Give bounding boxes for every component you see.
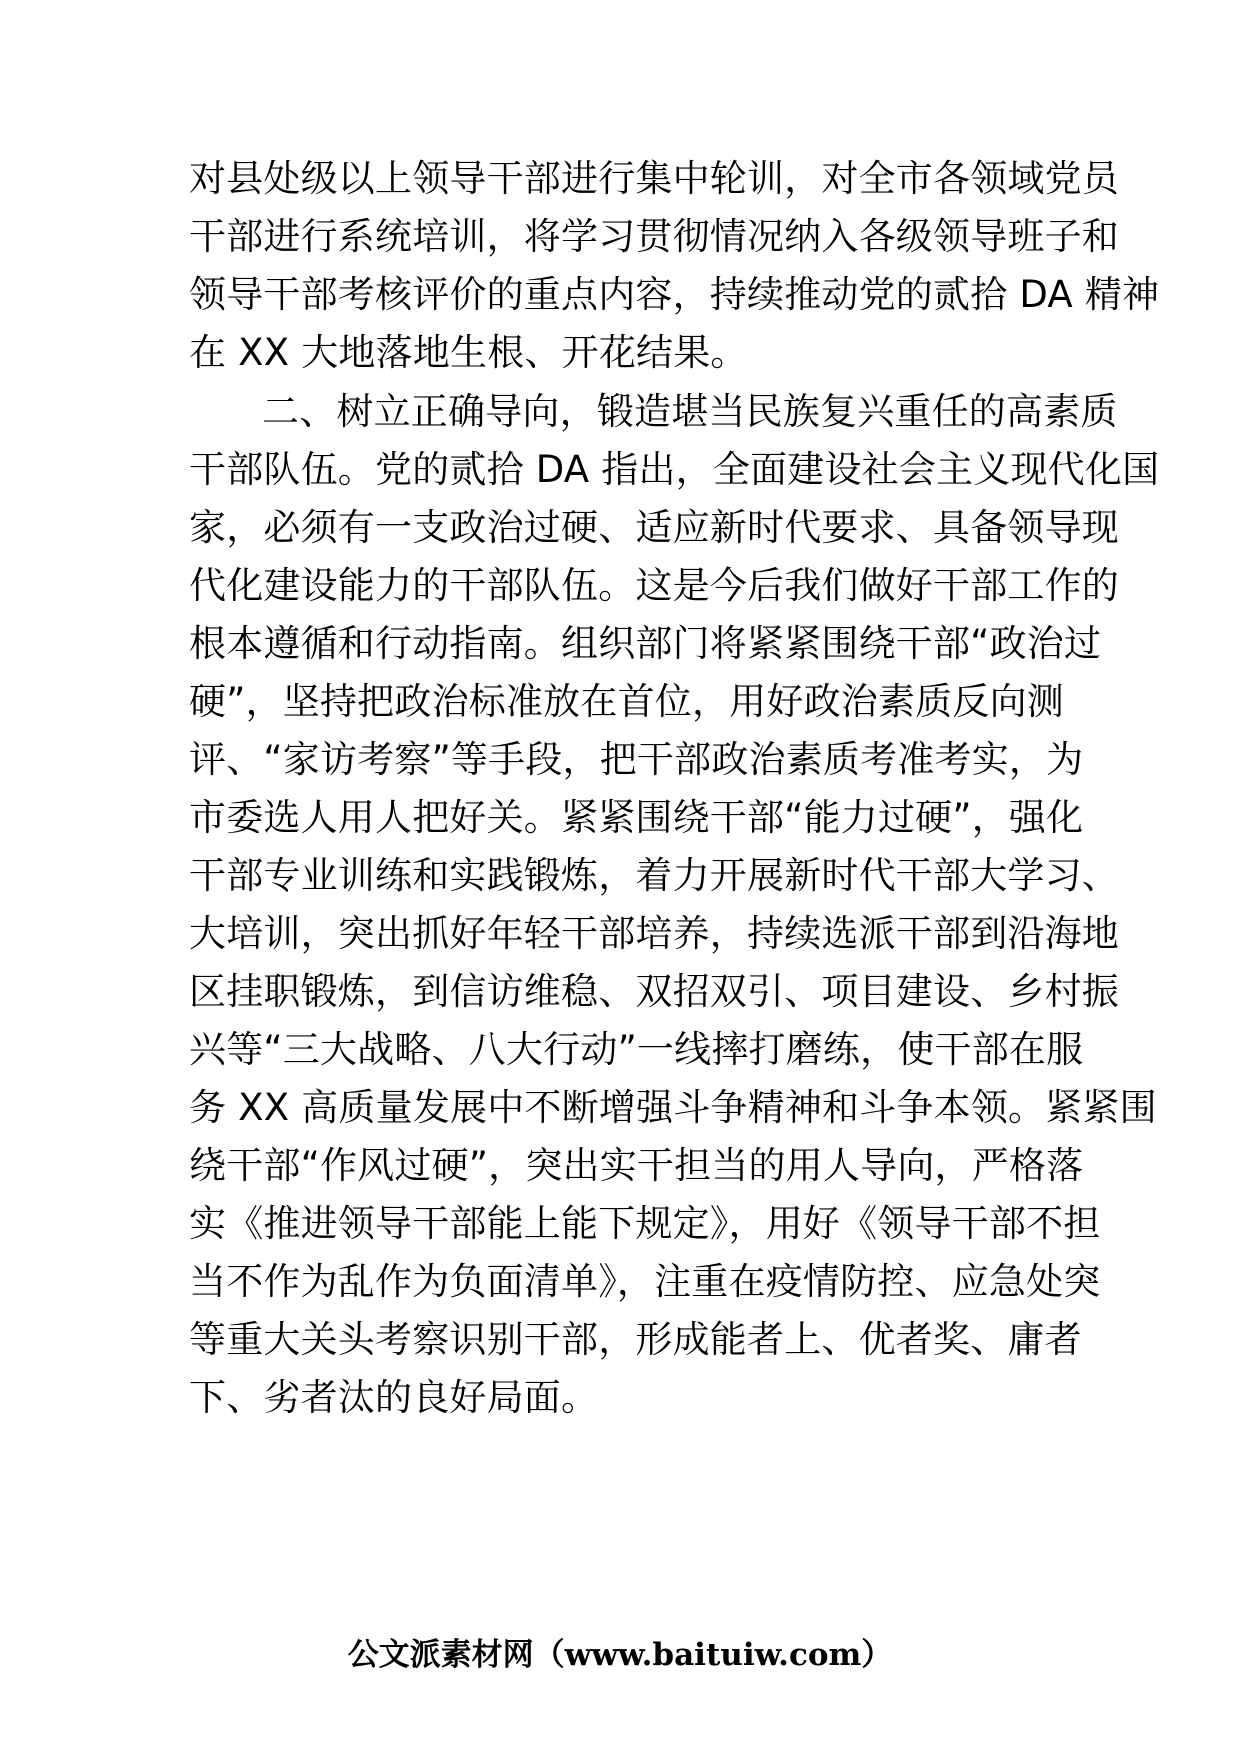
text-line-15: 区挂职锻炼，到信访维稳、双招双引、项目建设、乡村振 [189, 970, 1119, 1013]
text-line-21: 等重大关头考察识别干部，形成能者上、优者奖、庸者 [189, 1318, 1082, 1361]
text-line-12: 市委选人用人把好关。紧紧围绕干部“能力过硬”，强化 [189, 796, 1084, 839]
text-line-11: 评、“家访考察”等手段，把干部政治素质考准考实，为 [189, 738, 1084, 781]
text-line-2: 干部进行系统培训，将学习贯彻情况纳入各级领导班子和 [189, 215, 1119, 258]
text-line-4: 在 XX 大地落地生根、开花结果。 [189, 331, 748, 374]
text-line-3: 领导干部考核评价的重点内容，持续推动党的贰拾 DA 精神 [189, 273, 1160, 316]
text-line-18: 绕干部“作风过硬”，突出实干担当的用人导向，严格落 [189, 1144, 1084, 1187]
text-line-9: 根本遵循和行动指南。组织部门将紧紧围绕干部“政治过 [189, 622, 1102, 665]
watermark-footer: 公文派素材网（www.baituiw.com） [347, 1637, 893, 1673]
text-line-22: 下、劣者汰的良好局面。 [189, 1376, 599, 1419]
text-line-13: 干部专业训练和实践锻炼，着力开展新时代干部大学习、 [189, 854, 1119, 897]
text-line-16: 兴等“三大战略、八大行动”一线摔打磨练，使干部在服 [189, 1028, 1084, 1071]
text-line-17: 务 XX 高质量发展中不断增强斗争精神和斗争本领。紧紧围 [189, 1086, 1157, 1129]
text-line-19: 实《推进领导干部能上能下规定》，用好《领导干部不担 [189, 1202, 1101, 1245]
text-line-1: 对县处级以上领导干部进行集中轮训，对全市各领域党员 [189, 157, 1119, 200]
section-heading-line: 二、树立正确导向，锻造堪当民族复兴重任的高素质 [262, 390, 1118, 433]
text-line-7: 家，必须有一支政治过硬、适应新时代要求、具备领导现 [189, 506, 1119, 549]
text-line-10: 硬”，坚持把政治标准放在首位，用好政治素质反向测 [189, 680, 1064, 723]
text-line-14: 大培训，突出抓好年轻干部培养，持续选派干部到沿海地 [189, 912, 1119, 955]
text-line-20: 当不作为乱作为负面清单》，注重在疫情防控、应急处突 [189, 1260, 1101, 1303]
text-line-6: 干部队伍。党的贰拾 DA 指出，全面建设社会主义现代化国 [189, 448, 1160, 491]
text-line-8: 代化建设能力的干部队伍。这是今后我们做好干部工作的 [189, 564, 1119, 607]
